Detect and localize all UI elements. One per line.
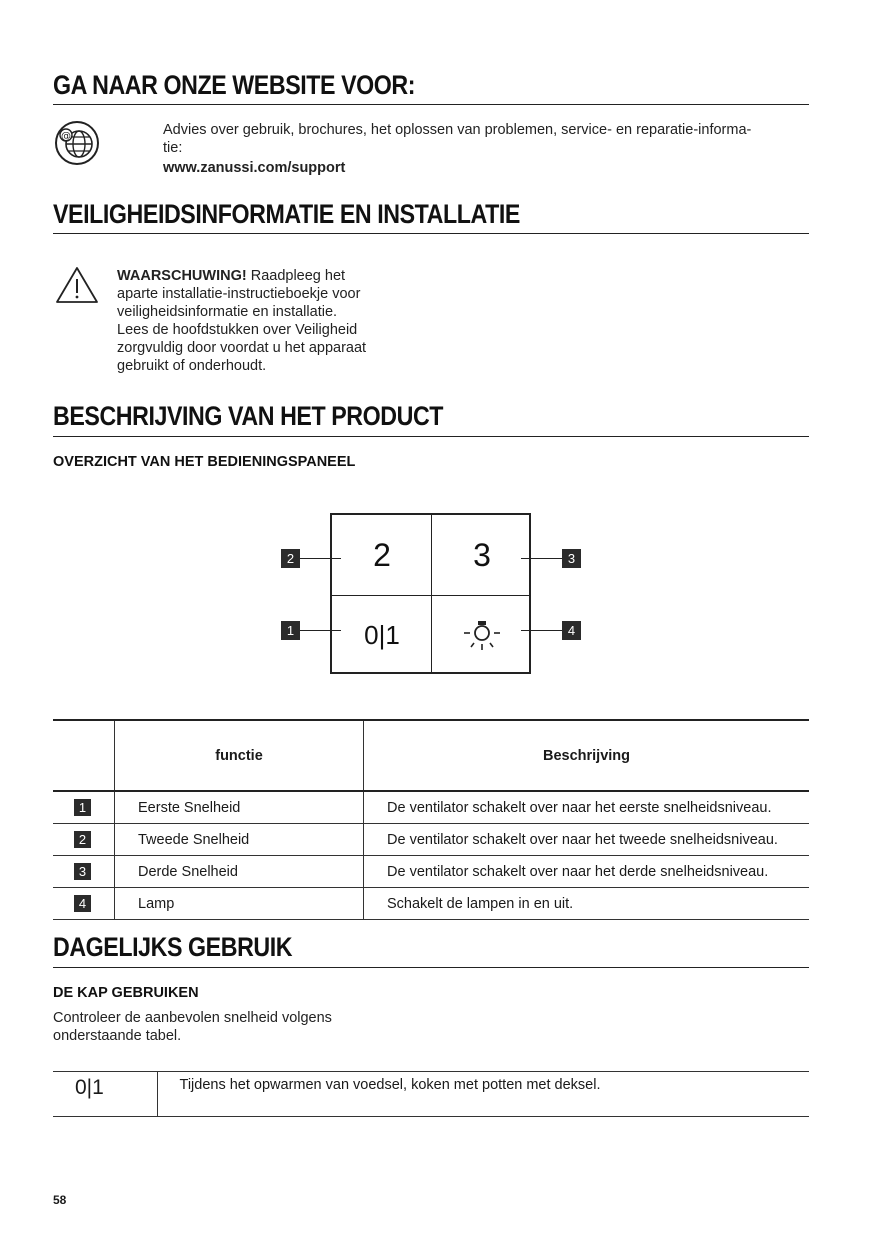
warning-line: Raadpleeg het bbox=[246, 268, 346, 284]
callout-2: 2 bbox=[281, 549, 300, 568]
warning-line: Lees de hoofdstukken over Veiligheid bbox=[117, 322, 358, 338]
row-number-badge: 1 bbox=[74, 799, 91, 816]
website-url-link[interactable]: www.zanussi.com/support bbox=[163, 160, 346, 176]
callout-leader bbox=[521, 630, 562, 631]
row-description: Schakelt de lampen in en uit. bbox=[364, 888, 810, 920]
power-speed-1-button: 0|1 bbox=[364, 619, 400, 650]
section-rule bbox=[53, 967, 809, 968]
warning-triangle-icon bbox=[55, 266, 99, 304]
section-rule bbox=[53, 233, 809, 234]
table-row bbox=[53, 824, 809, 856]
row-function: Eerste Snelheid bbox=[115, 791, 364, 824]
warning-text bbox=[117, 267, 417, 375]
row-function: Tweede Snelheid bbox=[115, 824, 364, 856]
svg-text:@: @ bbox=[61, 131, 71, 142]
warning-line: aparte installatie-instructieboekje voor bbox=[117, 286, 361, 302]
control-panel-subheading: OVERZICHT VAN HET BEDIENINGSPANEEL bbox=[53, 454, 356, 470]
table-row bbox=[53, 791, 809, 824]
warning-line: veiligheidsinformatie en installatie. bbox=[117, 304, 338, 320]
row-description: De ventilator schakelt over naar het derde snelheidsniveau. bbox=[364, 856, 810, 888]
table-row bbox=[53, 1072, 809, 1117]
product-heading: BESCHRIJVING VAN HET PRODUCT bbox=[53, 401, 444, 431]
globe-at-icon bbox=[53, 120, 101, 166]
table-header-function: functie bbox=[115, 720, 364, 791]
warning-line: zorgvuldig door voordat u het apparaat bbox=[117, 340, 367, 356]
lamp-button bbox=[432, 595, 532, 675]
callout-leader bbox=[300, 630, 341, 631]
row-number-badge: 3 bbox=[74, 863, 91, 880]
table-header-description: Beschrijving bbox=[542, 747, 631, 764]
function-table bbox=[53, 719, 809, 920]
row-function: Lamp bbox=[115, 888, 364, 920]
table-row bbox=[53, 888, 809, 920]
speed-recommendation-table bbox=[53, 1071, 809, 1117]
warning-line: gebruikt of onderhoudt. bbox=[117, 358, 267, 374]
callout-leader bbox=[521, 558, 562, 559]
daily-use-text: Controleer de aanbevolen snelheid volgens bbox=[53, 1010, 332, 1026]
callout-leader bbox=[300, 558, 341, 559]
row-function: Derde Snelheid bbox=[115, 856, 364, 888]
control-panel-diagram bbox=[330, 513, 531, 674]
safety-heading: VEILIGHEIDSINFORMATIE EN INSTALLATIE bbox=[53, 199, 520, 229]
speed-recommendation: Tijdens het opwarmen van voedsel, koken met potten met deksel. bbox=[179, 1077, 601, 1093]
table-header-row bbox=[53, 720, 809, 791]
website-heading: GA NAAR ONZE WEBSITE VOOR: bbox=[53, 70, 416, 100]
daily-use-heading: DAGELIJKS GEBRUIK bbox=[53, 932, 293, 962]
callout-1: 1 bbox=[281, 621, 300, 640]
speed-3-button: 3 bbox=[473, 536, 491, 573]
website-text-continued: tie: bbox=[163, 140, 183, 156]
website-text: Advies over gebruik, brochures, het oplossen van problemen, service- en reparatie-informa- bbox=[163, 122, 752, 138]
warning-label: WAARSCHUWING! bbox=[117, 268, 247, 284]
daily-use-text-continued: onderstaande tabel. bbox=[53, 1028, 182, 1044]
row-number-badge: 2 bbox=[74, 831, 91, 848]
table-header-number bbox=[53, 720, 115, 791]
speed-2-button: 2 bbox=[373, 536, 391, 573]
use-hood-subheading: DE KAP GEBRUIKEN bbox=[53, 985, 199, 1001]
callout-3: 3 bbox=[562, 549, 581, 568]
lamp-icon bbox=[462, 617, 502, 653]
callout-4: 4 bbox=[562, 621, 581, 640]
table-row bbox=[53, 856, 809, 888]
section-rule bbox=[53, 104, 809, 105]
row-description: De ventilator schakelt over naar het tweede snelheidsniveau. bbox=[364, 824, 810, 856]
section-rule bbox=[53, 436, 809, 437]
page-number: 58 bbox=[53, 1193, 67, 1207]
speed-key: 0|1 bbox=[53, 1072, 157, 1117]
row-description: De ventilator schakelt over naar het eerste snelheidsniveau. bbox=[364, 791, 810, 824]
row-number-badge: 4 bbox=[74, 895, 91, 912]
